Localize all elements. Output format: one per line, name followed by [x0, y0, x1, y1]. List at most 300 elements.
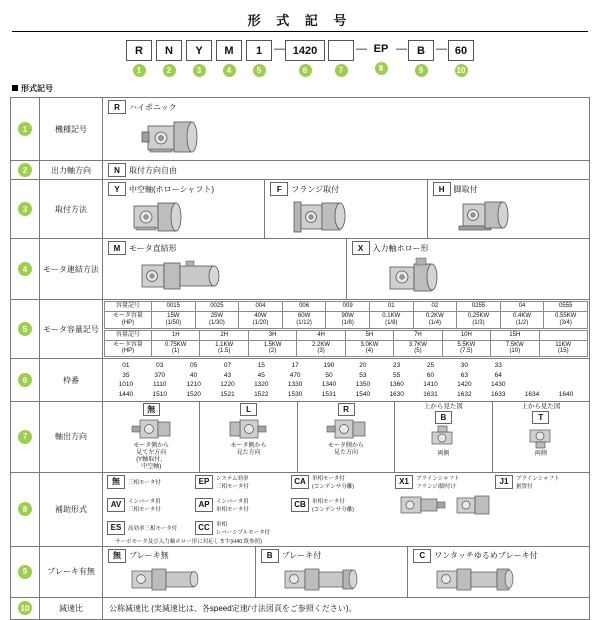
code-box-7 [328, 40, 354, 61]
shaft-key-3: R [338, 403, 355, 416]
row-index-4 [11, 239, 40, 300]
shaft-key-5: T [532, 411, 549, 424]
row-num-9: 9 [18, 565, 32, 579]
capacity-kw-8: 0.25KW (1/3) [457, 311, 501, 328]
capacity2-kw-2: 1.1KW (1.5) [200, 340, 248, 357]
capacity2-kw-1: 0.75KW (1) [152, 340, 200, 357]
option-row-7 [103, 402, 589, 472]
capacity2-kw-4: 2.2KW (3) [297, 340, 345, 357]
foot-mount-illustration [449, 196, 586, 236]
shaft-option-3 [298, 402, 394, 472]
brake-illustration-1 [126, 563, 252, 595]
shaft-key-1: 無 [143, 403, 160, 416]
code-num-9: 9 [415, 64, 428, 77]
code-cell-10 [446, 40, 476, 77]
option-name-4-2: 入力軸ホロー形 [372, 243, 429, 253]
frame-2-12: 64 [494, 371, 502, 379]
capacity-kw-5: 90W (1/8) [326, 311, 370, 328]
capacity2-code-8: 15H [491, 330, 539, 340]
code-num-5: 5 [253, 64, 266, 77]
option-name-3-2: フランジ取付 [291, 184, 340, 194]
row-label-6: 枠番 [40, 359, 103, 402]
frame-2-3: 40 [189, 371, 198, 379]
code-box-10: 60 [448, 40, 474, 61]
capacity-row-label-2: モータ容量 (HP) [105, 340, 152, 357]
frame-2-6: 470 [289, 371, 301, 379]
table-row-10 [11, 597, 590, 619]
frame-3-4: 1220 [220, 381, 235, 389]
option-3-2 [265, 180, 426, 238]
brake-option-2 [256, 547, 408, 597]
row-num-6: 6 [18, 373, 32, 387]
gearmotor-illustration-1 [140, 114, 586, 158]
option-key-4-2: X [352, 241, 370, 255]
aux-key-2: EP [195, 475, 213, 489]
aux-key-7: AP [195, 498, 213, 512]
shaft-top-5: 上から見た図 [521, 403, 561, 411]
aux-illustration-2 [451, 491, 503, 519]
option-row-1 [106, 100, 586, 114]
code-num-10: 10 [455, 64, 468, 77]
code-cell-5 [244, 40, 274, 77]
shaft-illustration-4 [420, 424, 466, 450]
row-num-2: 2 [18, 163, 32, 177]
capacity-row-label-1: モータ容量 (HP) [105, 311, 152, 328]
shaft-option-1 [103, 402, 199, 472]
aux-key-8: CB [291, 498, 309, 512]
frame-1-3: 05 [189, 362, 198, 370]
code-cell-9 [406, 40, 436, 77]
frame-2-9: 55 [393, 371, 401, 379]
bullet-square-icon [12, 85, 18, 91]
row-num-8: 8 [18, 502, 32, 516]
frame-4-5: 1522 [254, 390, 269, 398]
capacity2-code-2: 2H [200, 330, 248, 340]
row-index-8 [11, 472, 40, 546]
option-1-1 [106, 100, 179, 114]
code-box-9: B [408, 40, 434, 61]
option-2-1 [106, 163, 179, 177]
capacity2-code-9 [539, 330, 588, 340]
table-row-9 [11, 546, 590, 597]
capacity-kw-10: 0.55KW (3/4) [544, 311, 588, 328]
frame-3-12: 1430 [490, 381, 506, 389]
row-content-10: 公称減速比 (実減速比は、各speed定速/寸法図頁をご参照ください)。 [103, 597, 590, 619]
aux-option-1 [105, 475, 193, 489]
frame-1-7: 190 [323, 362, 335, 370]
code-num-8: 8 [375, 62, 388, 75]
row-index-2 [11, 161, 40, 180]
row-content-6 [103, 359, 590, 402]
capacity-code-6: 01 [369, 302, 413, 312]
option-3-3-head [431, 182, 586, 196]
row-label-10: 減速比 [40, 597, 103, 619]
frame-4-2: 1510 [152, 390, 167, 398]
brake-option-1-head [106, 549, 252, 563]
capacity2-code-5: 5H [345, 330, 393, 340]
frame-4-11: 1632 [457, 390, 472, 398]
row-index-6 [11, 359, 40, 402]
frame-4-10: 1631 [423, 390, 438, 398]
frame-2-4: 43 [223, 371, 232, 379]
capacity2-code-6: 7H [394, 330, 442, 340]
aux-name-3: 単相モータ付 (コンデンサ分離) [312, 475, 355, 490]
aux-row-2 [105, 491, 587, 519]
row-num-10: 10 [18, 601, 32, 615]
option-4-2-head [350, 241, 587, 255]
row-content-4 [103, 239, 590, 300]
capacity2-kw-3: 1.5KW (2) [248, 340, 296, 357]
code-box-8: EP [373, 43, 389, 55]
code-separator-1: — [274, 43, 285, 55]
code-num-4: 4 [223, 64, 236, 77]
option-row-9 [103, 547, 589, 597]
frame-number-table [109, 361, 583, 399]
code-num-1: 1 [133, 64, 146, 77]
code-box-3: Y [186, 40, 212, 61]
aux-option-3 [289, 474, 393, 490]
frame-1-5: 15 [257, 362, 265, 370]
row-num-4: 4 [18, 262, 32, 276]
capacity-kw-9: 0.4KW (1/2) [500, 311, 544, 328]
brake-key-3: C [413, 549, 431, 563]
option-name-4-1: モータ直結形 [129, 243, 177, 253]
row-index-5 [11, 300, 40, 359]
aux-option-4 [393, 474, 493, 490]
hollow-shaft-illustration [124, 196, 261, 236]
capacity2-kw-6: 3.7KW (5) [394, 340, 442, 357]
option-key-3-3: H [433, 182, 451, 196]
table-row-7 [11, 402, 590, 473]
row-num-1: 1 [18, 122, 32, 136]
frame-1-4: 07 [223, 362, 232, 370]
capacity-kw-3: 40W (1/20) [239, 311, 283, 328]
row-label-7: 軸出方向 [40, 402, 103, 473]
row-index-3 [11, 180, 40, 239]
aux-key-5: J1 [495, 475, 513, 489]
row-label-4: モータ連結方法 [40, 239, 103, 300]
option-row-3 [103, 180, 589, 238]
frame-2-14 [549, 371, 583, 380]
model-code-table [10, 97, 590, 620]
aux-option-2 [193, 474, 289, 490]
aux-option-10 [193, 520, 389, 536]
capacity-code-4: 006 [282, 302, 326, 312]
frame-1-2: 03 [156, 362, 164, 370]
brake-name-2: ブレーキ付 [281, 551, 322, 561]
brake-key-2: B [261, 549, 279, 563]
frame-3-3: 1210 [186, 381, 201, 389]
frame-row-3 [109, 380, 583, 389]
frame-2-2: 370 [154, 371, 166, 379]
row-content-1 [103, 98, 590, 161]
option-key-4-1: M [108, 241, 126, 255]
option-key-2-1: N [108, 163, 126, 177]
capacity-header-label-1: 容量記号 [105, 302, 152, 312]
table-row-3 [11, 180, 590, 239]
frame-3-1: 1010 [118, 381, 134, 389]
option-3-3 [428, 180, 589, 238]
frame-1-6: 17 [291, 362, 299, 370]
frame-3-8: 1350 [355, 381, 371, 389]
capacity-code-5: 009 [326, 302, 370, 312]
capacity2-code-4: 4H [297, 330, 345, 340]
code-box-1: R [126, 40, 152, 61]
brake-option-3 [408, 547, 589, 597]
shaft-key-2: L [240, 403, 257, 416]
row-index-10 [11, 597, 40, 619]
frame-3-6: 1330 [287, 381, 303, 389]
capacity2-code-1: 1H [152, 330, 200, 340]
capacity2-kw-7: 5.5KW (7.5) [442, 340, 490, 357]
aux-name-4: ブラインシャフト フランジ/脚付け [416, 475, 460, 490]
section-heading [12, 83, 590, 94]
brake-option-2-head [259, 549, 405, 563]
shaft-sub-1: モータ側から 見て左方向 (Y軸取付、 中空軸) [133, 443, 170, 470]
brake-name-3: ワンタッチゆるめブレーキ付 [434, 551, 538, 561]
aux-option-7 [193, 497, 289, 513]
code-cell-4 [214, 40, 244, 77]
aux-option-9 [105, 521, 193, 535]
shaft-sub-4: 両側 [437, 450, 450, 457]
frame-3-7: 1340 [321, 381, 337, 389]
frame-3-5: 1320 [254, 381, 269, 389]
option-key-3-1: Y [108, 182, 126, 196]
capacity2-kw-5: 3.0KW (4) [345, 340, 393, 357]
code-cell-7 [326, 40, 356, 77]
frame-1-9: 23 [393, 362, 401, 370]
shaft-key-4: B [435, 411, 452, 424]
option-key-1-1: R [108, 100, 126, 114]
model-code-strip [10, 40, 590, 77]
option-3-2-head [268, 182, 423, 196]
section-heading-label: 形式記号 [21, 84, 53, 93]
shaft-illustration-2 [226, 416, 272, 442]
frame-row-2 [109, 371, 583, 380]
option-name-3-1: 中空軸(ホローシャフト) [129, 184, 215, 194]
code-cell-1 [124, 40, 154, 77]
brake-key-1: 無 [108, 549, 126, 563]
code-cell-2 [154, 40, 184, 77]
option-4-2 [347, 239, 590, 299]
row-label-2: 出力軸方向 [40, 161, 103, 180]
shaft-sub-5: 両側 [534, 450, 547, 457]
code-box-2: N [156, 40, 182, 61]
option-4-1 [103, 239, 346, 299]
row-num-7: 7 [18, 430, 32, 444]
code-separator-2: — [356, 43, 367, 55]
frame-3-13 [515, 380, 549, 389]
option-key-3-2: F [270, 182, 288, 196]
brake-option-3-head [411, 549, 586, 563]
brake-option-1 [103, 547, 255, 597]
capacity-kw-1: 15W (1/50) [152, 311, 196, 328]
row-label-3: 取付方法 [40, 180, 103, 239]
shaft-option-5 [493, 402, 589, 472]
frame-1-12: 33 [494, 362, 502, 370]
row-index-1 [11, 98, 40, 161]
code-box-5: 1 [246, 40, 272, 61]
shaft-illustration-3 [323, 416, 369, 442]
frame-row-1 [109, 361, 583, 370]
flange-mount-illustration [286, 196, 423, 236]
shaft-illustration-5 [518, 424, 564, 450]
table-row-8 [11, 472, 590, 546]
capacity2-code-7: 10H [442, 330, 490, 340]
aux-key-9: ES [107, 521, 125, 535]
row-content-8 [103, 472, 590, 546]
frame-1-10: 25 [426, 362, 435, 370]
capacity-table-2 [104, 330, 588, 358]
capacity-code-10: 0555 [544, 302, 588, 312]
frame-4-4: 1521 [220, 390, 235, 398]
capacity-table-1 [104, 301, 588, 329]
row-content-5 [103, 300, 590, 359]
frame-2-10: 60 [426, 371, 435, 379]
aux-name-6: インバータ用 三相モータ付 [128, 498, 161, 513]
capacity2-kw-8: 7.5KW (10) [491, 340, 539, 357]
row-label-9: ブレーキ有無 [40, 546, 103, 597]
option-name-3-3: 脚取付 [453, 184, 478, 194]
frame-1-13 [515, 361, 549, 370]
aux-name-7: インバータ用 単相モータ付 [216, 498, 249, 513]
frame-2-11: 63 [460, 371, 468, 379]
direct-motor-illustration [136, 255, 343, 297]
frame-4-9: 1630 [389, 390, 404, 398]
capacity-kw-2: 25W (1/30) [195, 311, 239, 328]
frame-4-6: 1530 [287, 390, 303, 398]
option-3-1 [103, 180, 264, 238]
aux-name-2: システム効率 三相モータ付 [216, 475, 249, 490]
frame-2-8: 53 [359, 371, 367, 379]
frame-1-8: 20 [359, 362, 367, 370]
frame-2-13 [515, 371, 549, 380]
capacity-code-8: 0255 [457, 302, 501, 312]
frame-4-13: 1634 [524, 390, 540, 398]
brake-name-1: ブレーキ無 [129, 551, 169, 561]
code-box-4: M [216, 40, 242, 61]
brake-illustration-3 [431, 563, 586, 595]
row-label-1: 機種記号 [40, 98, 103, 161]
code-cell-6 [284, 40, 326, 77]
frame-1-1: 01 [122, 362, 130, 370]
aux-name-1: 三相モータ付 [128, 479, 161, 486]
row-index-9 [11, 546, 40, 597]
capacity-value-row-2 [105, 340, 588, 357]
frame-2-7: 50 [325, 371, 333, 379]
code-num-3: 3 [193, 64, 206, 77]
capacity-kw-4: 60W (1/12) [282, 311, 326, 328]
aux-note: サーボモータ及び入力軸ホロー形に対応します(H40.既参照) [115, 538, 263, 545]
row-num-5: 5 [18, 322, 32, 336]
shaft-top-4: 上から見た図 [423, 403, 463, 411]
capacity2-code-3: 3H [248, 330, 296, 340]
code-box-6: 1420 [285, 40, 325, 61]
aux-row-1 [105, 474, 587, 490]
frame-row-4 [109, 390, 583, 399]
frame-4-14: 1640 [558, 390, 574, 398]
aux-row-3 [105, 520, 587, 536]
code-num-6: 6 [299, 64, 312, 77]
aux-name-8: 単相モータ付 (コンデンサ分離) [312, 498, 355, 513]
frame-4-1: 1440 [118, 390, 134, 398]
frame-3-10: 1410 [423, 381, 438, 389]
table-row-5 [11, 300, 590, 359]
row-index-7 [11, 402, 40, 473]
aux-key-6: AV [107, 498, 125, 512]
row-content-9 [103, 546, 590, 597]
row-content-2 [103, 161, 590, 180]
code-separator-4: — [436, 43, 447, 55]
table-row-6 [11, 359, 590, 402]
frame-4-7: 1531 [321, 390, 337, 398]
code-cell-3 [184, 40, 214, 77]
frame-4-12: 1633 [490, 390, 506, 398]
capacity-code-7: 02 [413, 302, 457, 312]
page-title: 形 式 記 号 [247, 13, 353, 28]
option-4-1-head [106, 241, 343, 255]
frame-2-1: 35 [122, 371, 130, 379]
frame-3-9: 1360 [389, 381, 404, 389]
title-divider [12, 31, 588, 32]
brake-illustration-2 [279, 563, 405, 595]
capacity-kw-7: 0.2KW (1/4) [413, 311, 457, 328]
capacity-value-row-1 [105, 311, 588, 328]
option-name-1-1: ハイポニック [129, 102, 177, 112]
frame-1-14 [549, 361, 583, 370]
shaft-option-4 [395, 402, 491, 472]
aux-key-10: CC [195, 521, 213, 535]
table-row-1 [11, 98, 590, 161]
frame-4-8: 1540 [355, 390, 371, 398]
code-num-2: 2 [163, 64, 176, 77]
aux-key-3: CA [291, 475, 309, 489]
row-label-5: モータ容量記号 [40, 300, 103, 359]
aux-name-9: 高効率三相モータ付 [128, 525, 178, 532]
capacity-code-1: 0015 [152, 302, 196, 312]
aux-option-8 [289, 497, 393, 513]
code-num-7: 7 [335, 64, 348, 77]
aux-key-1: 無 [107, 475, 125, 489]
aux-key-4: X1 [395, 475, 413, 489]
capacity-code-9: 04 [500, 302, 544, 312]
shaft-sub-3: モータ側から 見た方向 [328, 443, 364, 456]
frame-3-11: 1420 [457, 381, 472, 389]
frame-3-14 [549, 380, 583, 389]
shaft-sub-2: モータ側から 見た方向 [230, 443, 267, 456]
hollow-input-illustration [380, 255, 587, 297]
frame-2-5: 45 [257, 371, 265, 379]
code-separator-3: — [396, 43, 407, 55]
option-3-1-head [106, 182, 261, 196]
aux-name-5: ブラインシャフト 据置付 [516, 475, 560, 490]
capacity-header-label-2: 容量記号 [105, 330, 152, 340]
row-label-8: 補助形式 [40, 472, 103, 546]
capacity-header-row-2 [105, 330, 588, 340]
capacity-kw-6: 0.1KW (1/8) [369, 311, 413, 328]
capacity-code-3: 004 [239, 302, 283, 312]
code-cell-8 [366, 40, 396, 75]
aux-name-10: 単相 レバーシブルモータ付 [216, 521, 271, 536]
option-row-2 [106, 163, 586, 177]
option-name-2-1: 取付方向自由 [129, 165, 177, 175]
table-row-2 [11, 161, 590, 180]
row-num-3: 3 [18, 202, 32, 216]
option-row-4 [103, 239, 589, 299]
aux-option-6 [105, 497, 193, 513]
aux-illustration-1 [393, 491, 451, 519]
table-row-4 [11, 239, 590, 300]
